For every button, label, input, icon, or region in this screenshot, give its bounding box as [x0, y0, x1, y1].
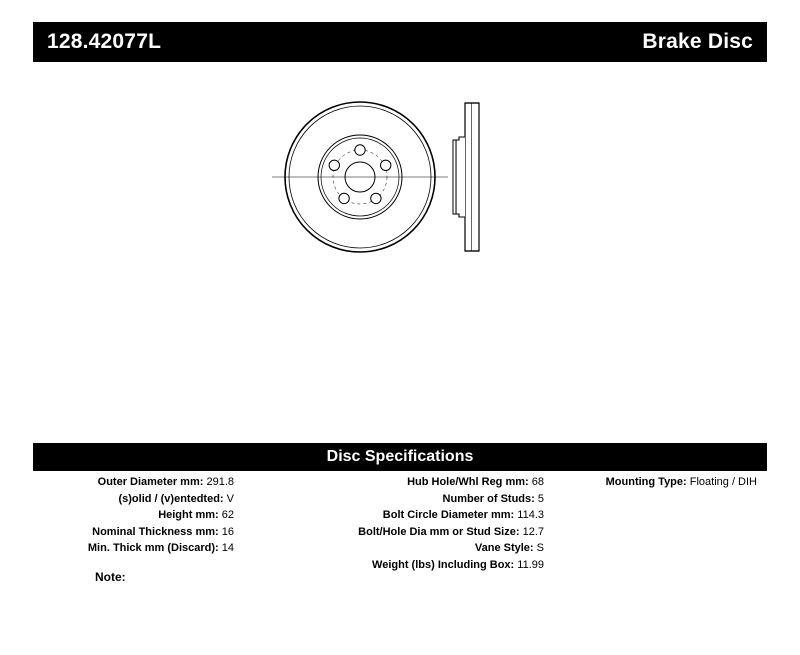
spec-value: 62: [221, 509, 234, 521]
spec-label: Weight (lbs) Including Box:: [372, 558, 515, 571]
spec-row: [238, 507, 544, 524]
rotor-edge-outer-band: [465, 103, 479, 251]
spec-row: [238, 557, 544, 574]
note-row: [95, 570, 126, 584]
spec-label: Bolt/Hole Dia mm or Stud Size:: [358, 525, 520, 538]
spec-column-right: [548, 474, 767, 491]
header-bar: [33, 22, 767, 62]
spec-value: 5: [537, 492, 544, 505]
spec-row: [548, 474, 757, 491]
spec-value: 11.99: [517, 558, 544, 571]
spec-value: V: [226, 492, 234, 505]
rotor-hat-face: [453, 140, 456, 214]
stud-hole: [339, 193, 349, 203]
spec-label: Outer Diameter mm:: [97, 476, 204, 488]
spec-value: 68: [531, 476, 544, 488]
spec-value: Floating / DIH: [689, 476, 757, 488]
spec-value: 14: [221, 542, 234, 554]
spec-label: Number of Studs:: [442, 492, 535, 505]
spec-label: Bolt Circle Diameter mm:: [382, 509, 515, 521]
note-label: Note:: [95, 570, 126, 584]
spec-column-middle: [238, 474, 548, 573]
brake-disc-drawing: [260, 95, 550, 295]
rotor-hat-profile: [456, 137, 465, 217]
spec-row: [33, 507, 234, 524]
spec-label: Min. Thick mm (Discard):: [87, 542, 219, 554]
spec-title-bar: [33, 443, 767, 471]
spec-label: Nominal Thickness mm:: [92, 525, 219, 538]
spec-label: Vane Style:: [474, 542, 534, 554]
spec-row: [238, 491, 544, 508]
stud-hole: [381, 160, 391, 170]
spec-value: 16: [221, 525, 234, 538]
spec-row: [238, 474, 544, 491]
spec-columns: [33, 474, 767, 573]
spec-row: [33, 524, 234, 541]
spec-label: Mounting Type:: [605, 476, 687, 488]
spec-row: [33, 491, 234, 508]
spec-label: (s)olid / (v)entedted:: [118, 492, 224, 505]
spec-row: [238, 524, 544, 541]
spec-column-left: [33, 474, 238, 557]
spec-row: [33, 540, 234, 557]
product-title: Brake Disc: [642, 30, 753, 53]
stud-hole: [371, 193, 381, 203]
spec-row: [238, 540, 544, 557]
spec-value: 12.7: [522, 525, 544, 538]
stud-hole: [355, 145, 365, 155]
part-number: 128.42077L: [47, 30, 162, 53]
stud-hole: [329, 160, 339, 170]
spec-label: Hub Hole/Whl Reg mm:: [407, 476, 529, 488]
spec-row: [33, 474, 234, 491]
spec-value: S: [536, 542, 544, 554]
spec-value: 114.3: [517, 509, 544, 521]
spec-section-title: Disc Specifications: [326, 448, 474, 465]
spec-label: Height mm:: [158, 509, 219, 521]
spec-value: 291.8: [206, 476, 234, 488]
